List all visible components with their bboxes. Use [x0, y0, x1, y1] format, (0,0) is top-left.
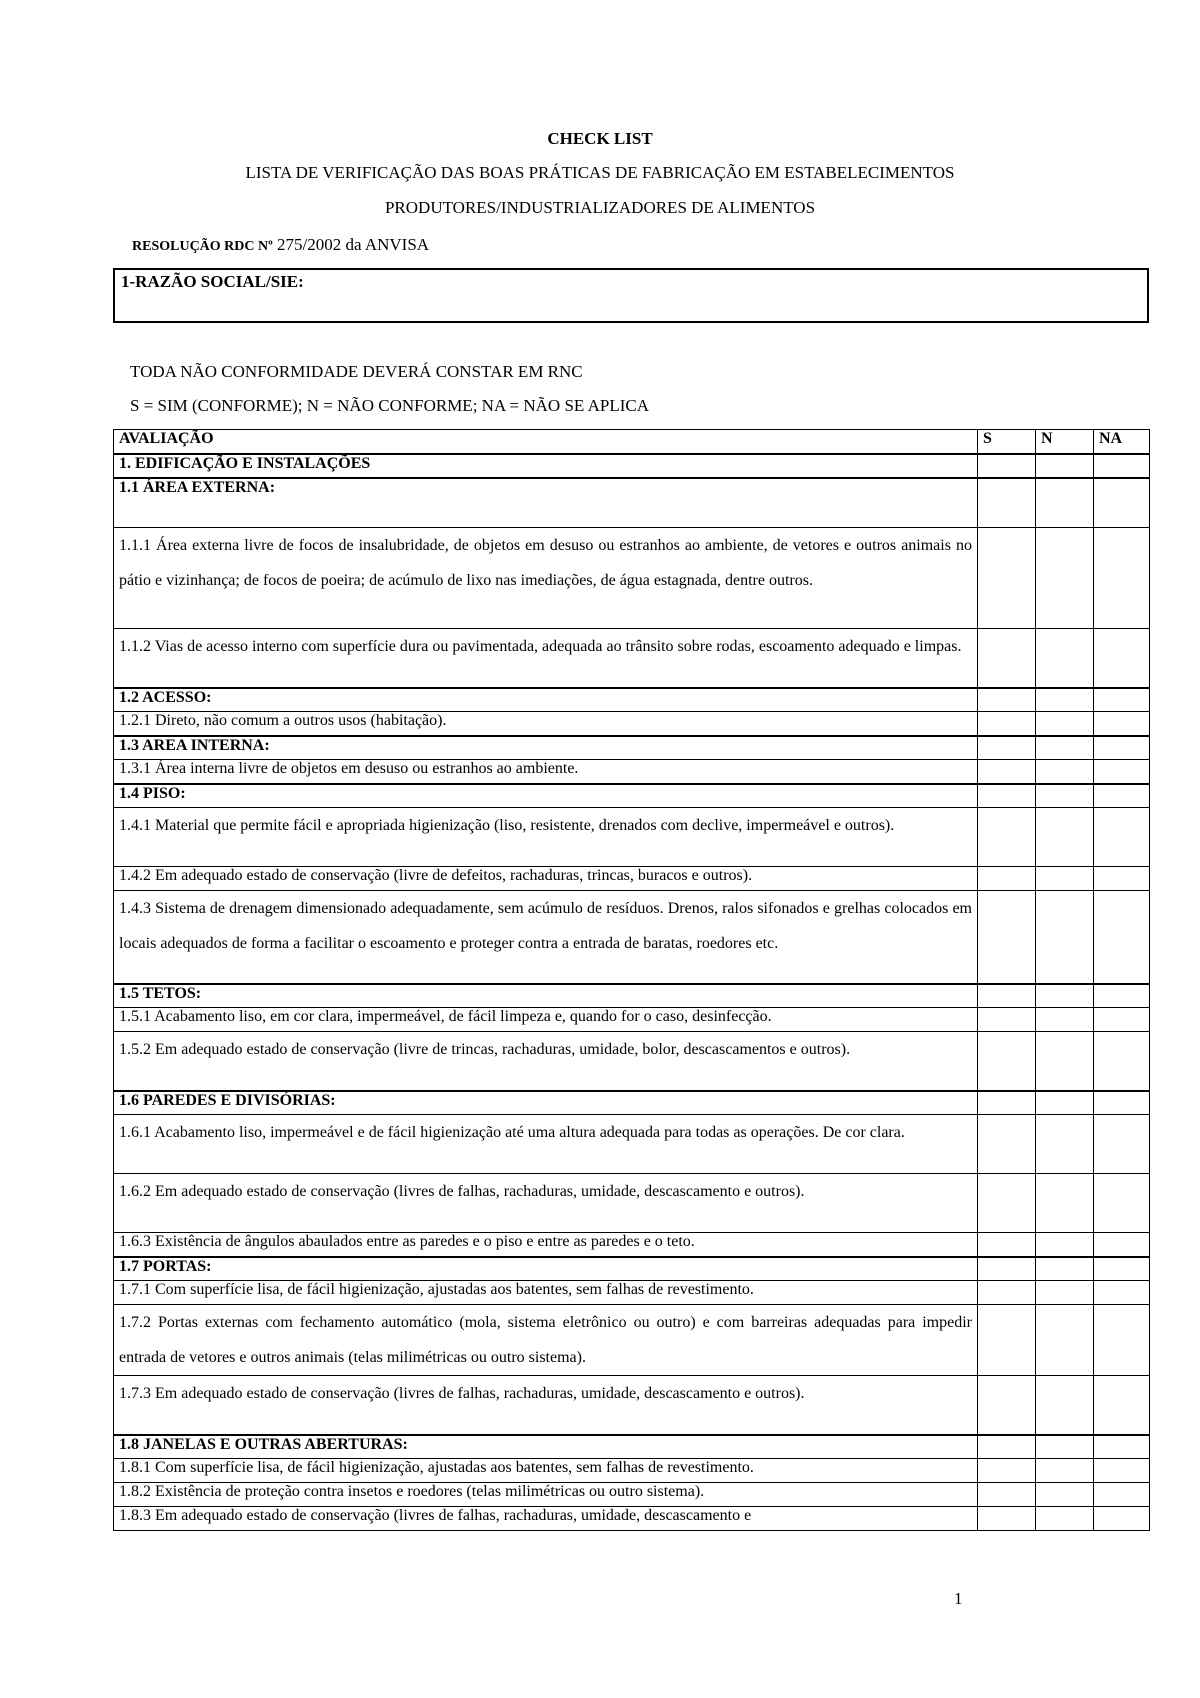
checklist-item-text: 1.5.1 Acabamento liso, em cor clara, impermeável, de fácil limpeza e, quando for o caso, desinfecção. — [114, 1008, 978, 1032]
answer-cell-no — [1036, 784, 1094, 808]
table-row — [114, 528, 1150, 629]
answer-cell-yes — [978, 984, 1036, 1008]
answer-cell-na[interactable] — [1094, 1032, 1150, 1091]
section-title: 1. EDIFICAÇÃO E INSTALAÇÕES — [114, 454, 978, 478]
answer-cell-na[interactable] — [1094, 1233, 1150, 1257]
razao-social-field[interactable] — [113, 268, 1149, 323]
legend-note: S = SIM (CONFORME); N = NÃO CONFORME; NA = NÃO SE APLICA — [130, 396, 649, 415]
subsection-title: 1.8 JANELAS E OUTRAS ABERTURAS: — [114, 1435, 978, 1459]
answer-cell-na[interactable] — [1094, 1281, 1150, 1305]
table-row — [114, 1281, 1150, 1305]
answer-cell-na[interactable] — [1094, 1483, 1150, 1507]
answer-cell-yes — [978, 1091, 1036, 1115]
subsection-row — [114, 1091, 1150, 1115]
answer-cell-no[interactable] — [1036, 629, 1094, 688]
table-row — [114, 760, 1150, 784]
answer-cell-na — [1094, 478, 1150, 528]
table-header-row — [114, 430, 1150, 454]
table-row — [114, 891, 1150, 984]
answer-cell-no[interactable] — [1036, 1281, 1094, 1305]
table-row — [114, 1233, 1150, 1257]
answer-cell-yes[interactable] — [978, 808, 1036, 867]
table-row — [114, 1174, 1150, 1233]
answer-cell-yes[interactable] — [978, 1305, 1036, 1376]
table-row — [114, 867, 1150, 891]
table-row — [114, 1507, 1150, 1531]
answer-cell-na[interactable] — [1094, 1174, 1150, 1233]
section-row — [114, 454, 1150, 478]
column-header-na: NA — [1094, 430, 1150, 454]
answer-cell-na[interactable] — [1094, 712, 1150, 736]
answer-cell-no[interactable] — [1036, 1459, 1094, 1483]
table-row — [114, 1483, 1150, 1507]
answer-cell-yes — [978, 478, 1036, 528]
answer-cell-na[interactable] — [1094, 1507, 1150, 1531]
subsection-title: 1.3 AREA INTERNA: — [114, 736, 978, 760]
subsection-row — [114, 784, 1150, 808]
table-row — [114, 1376, 1150, 1435]
answer-cell-no[interactable] — [1036, 528, 1094, 629]
answer-cell-na[interactable] — [1094, 760, 1150, 784]
answer-cell-na — [1094, 736, 1150, 760]
answer-cell-na[interactable] — [1094, 1115, 1150, 1174]
razao-social-label: 1-RAZÃO SOCIAL/SIE: — [121, 272, 304, 291]
column-header-yes: S — [978, 430, 1036, 454]
subsection-row — [114, 984, 1150, 1008]
answer-cell-yes[interactable] — [978, 712, 1036, 736]
checklist-item-text: 1.5.2 Em adequado estado de conservação (livre de trincas, rachaduras, umidade, bolor, descascamentos e outros). — [114, 1032, 978, 1091]
checklist-item-text: 1.6.1 Acabamento liso, impermeável e de fácil higienização até uma altura adequada para todas as operações. De cor clara. — [114, 1115, 978, 1174]
answer-cell-yes[interactable] — [978, 1008, 1036, 1032]
answer-cell-na[interactable] — [1094, 629, 1150, 688]
checklist-item-text: 1.8.2 Existência de proteção contra insetos e roedores (telas milimétricas ou outro sistema). — [114, 1483, 978, 1507]
subsection-title: 1.7 PORTAS: — [114, 1257, 978, 1281]
answer-cell-na[interactable] — [1094, 1305, 1150, 1376]
answer-cell-na — [1094, 984, 1150, 1008]
answer-cell-yes — [978, 1435, 1036, 1459]
checklist-table — [113, 429, 1150, 1531]
answer-cell-na — [1094, 454, 1150, 478]
answer-cell-na[interactable] — [1094, 867, 1150, 891]
answer-cell-na[interactable] — [1094, 808, 1150, 867]
document-subtitle-line2: PRODUTORES/INDUSTRIALIZADORES DE ALIMENTOS — [384, 198, 816, 217]
checklist-item-text: 1.4.2 Em adequado estado de conservação (livre de defeitos, rachaduras, trincas, buracos e outros). — [114, 867, 978, 891]
answer-cell-yes[interactable] — [978, 1115, 1036, 1174]
answer-cell-yes[interactable] — [978, 891, 1036, 984]
answer-cell-na — [1094, 1435, 1150, 1459]
document-title: CHECK LIST — [547, 129, 653, 148]
answer-cell-no[interactable] — [1036, 1507, 1094, 1531]
checklist-item-text: 1.1.2 Vias de acesso interno com superfície dura ou pavimentada, adequada ao trânsito sobre rodas, escoamento adequado e limpas. — [114, 629, 978, 688]
answer-cell-na — [1094, 688, 1150, 712]
checklist-item-text: 1.4.1 Material que permite fácil e apropriada higienização (liso, resistente, drenados com declive, impermeável e outros). — [114, 808, 978, 867]
table-row — [114, 1115, 1150, 1174]
answer-cell-no — [1036, 1435, 1094, 1459]
answer-cell-no[interactable] — [1036, 1376, 1094, 1435]
answer-cell-yes[interactable] — [978, 1174, 1036, 1233]
checklist-item-text: 1.7.3 Em adequado estado de conservação (livres de falhas, rachaduras, umidade, descascamento e outros). — [114, 1376, 978, 1435]
answer-cell-yes — [978, 688, 1036, 712]
nonconformity-note: TODA NÃO CONFORMIDADE DEVERÁ CONSTAR EM RNC — [130, 362, 583, 381]
subsection-title: 1.5 TETOS: — [114, 984, 978, 1008]
answer-cell-na[interactable] — [1094, 1008, 1150, 1032]
answer-cell-no[interactable] — [1036, 1115, 1094, 1174]
table-row — [114, 1032, 1150, 1091]
answer-cell-no — [1036, 688, 1094, 712]
document-subtitle-line1: LISTA DE VERIFICAÇÃO DAS BOAS PRÁTICAS DE FABRICAÇÃO EM ESTABELECIMENTOS — [245, 163, 955, 182]
table-row — [114, 629, 1150, 688]
answer-cell-no[interactable] — [1036, 1008, 1094, 1032]
checklist-item-text: 1.3.1 Área interna livre de objetos em desuso ou estranhos ao ambiente. — [114, 760, 978, 784]
resolution-number: 275/2002 da ANVISA — [272, 235, 430, 254]
answer-cell-no[interactable] — [1036, 891, 1094, 984]
answer-cell-no — [1036, 1091, 1094, 1115]
answer-cell-yes — [978, 454, 1036, 478]
answer-cell-no[interactable] — [1036, 1483, 1094, 1507]
answer-cell-yes[interactable] — [978, 1032, 1036, 1091]
subsection-title: 1.6 PAREDES E DIVISÓRIAS: — [114, 1091, 978, 1115]
answer-cell-yes — [978, 736, 1036, 760]
answer-cell-no[interactable] — [1036, 1032, 1094, 1091]
checklist-item-text: 1.7.1 Com superfície lisa, de fácil higienização, ajustadas aos batentes, sem falhas de revestimento. — [114, 1281, 978, 1305]
subsection-title: 1.4 PISO: — [114, 784, 978, 808]
answer-cell-na[interactable] — [1094, 1459, 1150, 1483]
answer-cell-no[interactable] — [1036, 1174, 1094, 1233]
checklist-item-text: 1.4.3 Sistema de drenagem dimensionado adequadamente, sem acúmulo de resíduos. Drenos, ralos sifonados e grelhas colocados em locais adequados de forma a facilitar o escoamento e proteger contra a entrada de baratas, roedores etc. — [114, 891, 978, 984]
answer-cell-no[interactable] — [1036, 867, 1094, 891]
subsection-title: 1.1 ÁREA EXTERNA: — [114, 478, 978, 528]
column-header-no: N — [1036, 430, 1094, 454]
answer-cell-no[interactable] — [1036, 1305, 1094, 1376]
subsection-row — [114, 478, 1150, 528]
checklist-item-text: 1.2.1 Direto, não comum a outros usos (habitação). — [114, 712, 978, 736]
subsection-row — [114, 1257, 1150, 1281]
column-header-evaluation: AVALIAÇÃO — [114, 430, 978, 454]
table-row — [114, 1305, 1150, 1376]
checklist-item-text: 1.8.1 Com superfície lisa, de fácil higienização, ajustadas aos batentes, sem falhas de revestimento. — [114, 1459, 978, 1483]
table-row — [114, 1008, 1150, 1032]
answer-cell-yes — [978, 784, 1036, 808]
answer-cell-yes[interactable] — [978, 1459, 1036, 1483]
resolution-label: RESOLUÇÃO RDC Nº — [132, 239, 273, 254]
answer-cell-no — [1036, 478, 1094, 528]
answer-cell-no[interactable] — [1036, 808, 1094, 867]
answer-cell-no — [1036, 984, 1094, 1008]
answer-cell-na[interactable] — [1094, 1376, 1150, 1435]
checklist-item-text: 1.6.3 Existência de ângulos abaulados entre as paredes e o piso e entre as paredes e o teto. — [114, 1233, 978, 1257]
answer-cell-no — [1036, 454, 1094, 478]
checklist-item-text: 1.7.2 Portas externas com fechamento automático (mola, sistema eletrônico ou outro) e com barreiras adequadas para impedir entrada de vetores e outros animais (telas milimétricas ou outro sistema). — [114, 1305, 978, 1376]
answer-cell-na[interactable] — [1094, 891, 1150, 984]
answer-cell-no — [1036, 1257, 1094, 1281]
checklist-item-text: 1.1.1 Área externa livre de focos de insalubridade, de objetos em desuso ou estranhos ao ambiente, de vetores e outros animais no pátio e vizinhança; de focos de poeira; de acúmulo de lixo nas imediações, de água estagnada, dentre outros. — [114, 528, 978, 629]
answer-cell-yes[interactable] — [978, 1281, 1036, 1305]
answer-cell-yes[interactable] — [978, 867, 1036, 891]
subsection-row — [114, 1435, 1150, 1459]
answer-cell-yes[interactable] — [978, 1483, 1036, 1507]
checklist-item-text: 1.8.3 Em adequado estado de conservação (livres de falhas, rachaduras, umidade, descascamento e — [114, 1507, 978, 1531]
answer-cell-no — [1036, 736, 1094, 760]
table-row — [114, 1459, 1150, 1483]
answer-cell-na — [1094, 784, 1150, 808]
subsection-row — [114, 736, 1150, 760]
checklist-item-text: 1.6.2 Em adequado estado de conservação (livres de falhas, rachaduras, umidade, descascamento e outros). — [114, 1174, 978, 1233]
table-row — [114, 712, 1150, 736]
answer-cell-yes[interactable] — [978, 1376, 1036, 1435]
table-row — [114, 808, 1150, 867]
answer-cell-yes — [978, 1257, 1036, 1281]
subsection-title: 1.2 ACESSO: — [114, 688, 978, 712]
answer-cell-na — [1094, 1091, 1150, 1115]
answer-cell-yes[interactable] — [978, 1233, 1036, 1257]
answer-cell-yes[interactable] — [978, 760, 1036, 784]
subsection-row — [114, 688, 1150, 712]
answer-cell-na[interactable] — [1094, 528, 1150, 629]
answer-cell-no[interactable] — [1036, 760, 1094, 784]
answer-cell-na — [1094, 1257, 1150, 1281]
answer-cell-no[interactable] — [1036, 1233, 1094, 1257]
answer-cell-no[interactable] — [1036, 712, 1094, 736]
answer-cell-yes[interactable] — [978, 528, 1036, 629]
resolution-reference — [132, 235, 429, 255]
page-number: 1 — [954, 1589, 963, 1608]
answer-cell-yes[interactable] — [978, 1507, 1036, 1531]
answer-cell-yes[interactable] — [978, 629, 1036, 688]
